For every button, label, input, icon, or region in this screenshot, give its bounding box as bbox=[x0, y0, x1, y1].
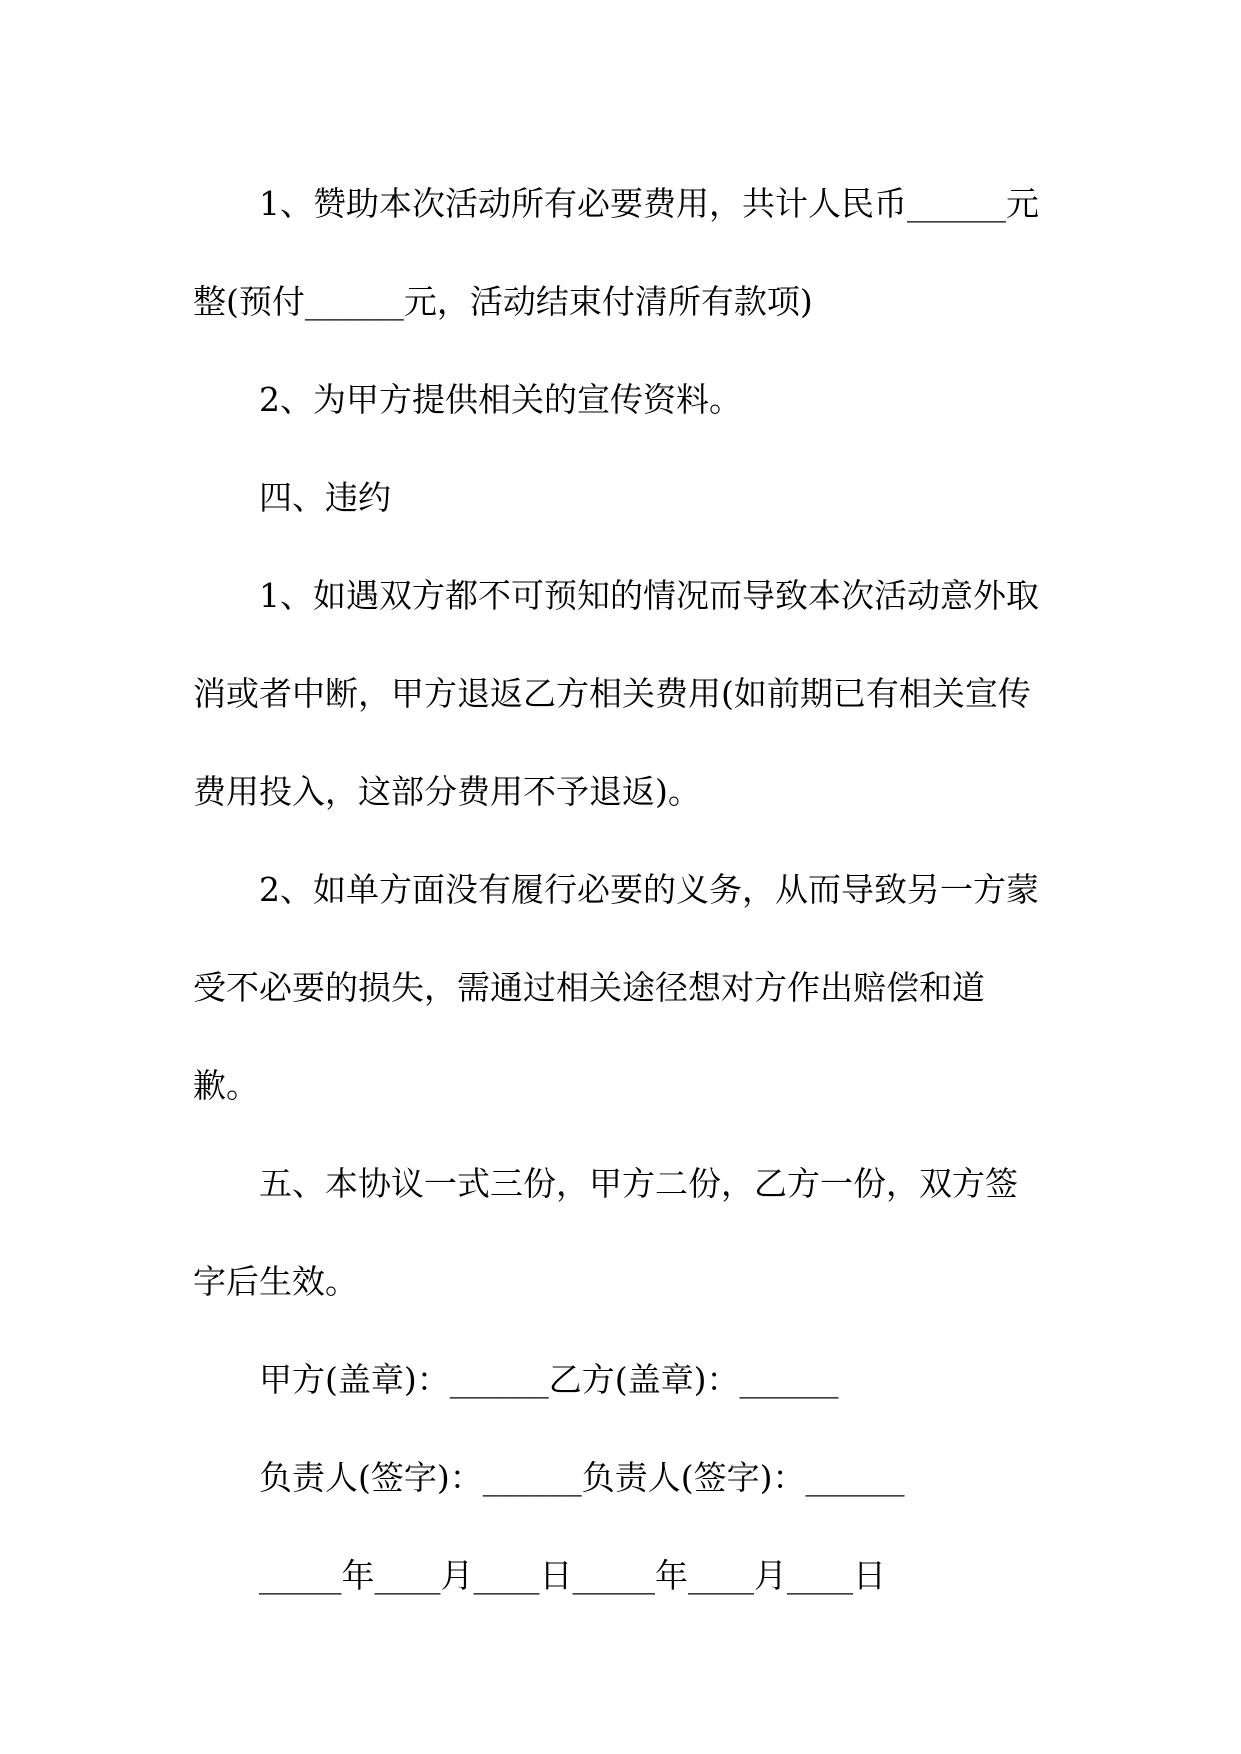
date-line: _____年____月____日_____年____月____日 bbox=[259, 1556, 886, 1595]
signature-line-responsible: 负责人(签字)：______负责人(签字)：______ bbox=[259, 1458, 905, 1497]
text-line: 1、赞助本次活动所有必要费用，共计人民币______元 bbox=[259, 184, 1039, 223]
text-line: 整(预付______元，活动结束付清所有款项) bbox=[193, 282, 813, 321]
text-line: 费用投入，这部分费用不予退返)。 bbox=[193, 772, 701, 811]
text-line: 歉。 bbox=[193, 1066, 259, 1105]
section-heading: 五、本协议一式三份，甲方二份，乙方一份，双方签 bbox=[259, 1164, 1018, 1203]
text-line: 2、为甲方提供相关的宣传资料。 bbox=[259, 380, 742, 419]
signature-line-seal: 甲方(盖章)：______乙方(盖章)：______ bbox=[259, 1360, 839, 1399]
text-line: 字后生效。 bbox=[193, 1262, 358, 1301]
text-line: 受不必要的损失，需通过相关途径想对方作出赔偿和道 bbox=[193, 968, 985, 1007]
text-line: 2、如单方面没有履行必要的义务，从而导致另一方蒙 bbox=[259, 870, 1039, 909]
text-line: 1、如遇双方都不可预知的情况而导致本次活动意外取 bbox=[259, 576, 1039, 615]
document-body bbox=[193, 170, 1053, 1640]
section-heading: 四、违约 bbox=[259, 478, 391, 517]
text-line: 消或者中断，甲方退返乙方相关费用(如前期已有相关宣传 bbox=[193, 674, 1031, 713]
